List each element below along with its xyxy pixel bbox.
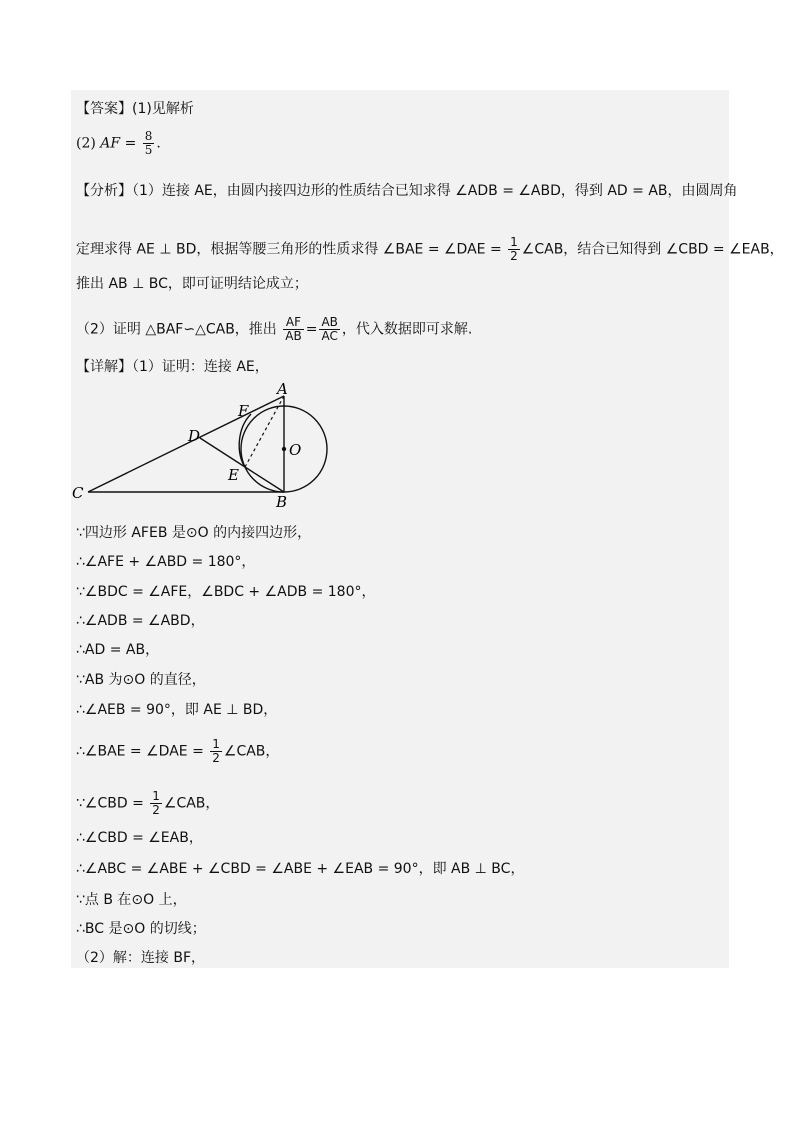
analysis-text-2b: ∠CAB，结合已知得到 ∠CBD = ∠EAB，	[521, 241, 784, 258]
analysis-fraction-af-ab	[283, 316, 303, 343]
fraction-numerator: AF	[283, 316, 303, 330]
answer-part2-expr: AF =	[100, 135, 137, 152]
detail-step-8	[76, 738, 279, 765]
segment-fe	[239, 414, 251, 467]
step-text: ∵∠CBD =	[76, 795, 144, 812]
fraction-numerator: 1	[152, 789, 160, 803]
detail-step-4	[76, 612, 205, 630]
analysis-line-1	[76, 182, 738, 200]
answer-label: 【答案】	[76, 101, 132, 117]
analysis-label: 【分析】	[76, 183, 132, 199]
analysis-line-3	[76, 275, 308, 293]
center-point	[282, 447, 286, 451]
segment-ca	[88, 396, 284, 492]
step-text: ∵∠BDC = ∠AFE，∠BDC + ∠ADB = 180°，	[76, 584, 376, 600]
step-text: ∴∠AEB = 90°，即 AE ⊥ BD，	[76, 702, 278, 718]
step-text: ∴BC 是⊙O 的切线；	[76, 921, 206, 937]
step-text: ∴∠ADB = ∠ABD，	[76, 613, 205, 629]
fraction-numerator: AB	[321, 315, 338, 329]
detail-step-5	[76, 641, 159, 659]
answer-part1: (1)见解析	[132, 101, 194, 117]
fraction-denominator: AC	[321, 329, 338, 343]
step-text: ∴∠CBD = ∠EAB，	[76, 830, 203, 846]
analysis-text-1: （1）连接 AE，由圆内接四边形的性质结合已知求得 ∠ADB = ∠ABD，得到 AD = AB，由圆周角	[132, 183, 738, 199]
step-text: ∴∠BAE = ∠DAE =	[76, 743, 204, 760]
detail-step-3	[76, 583, 375, 601]
step-text: ∴AD = AB，	[76, 642, 160, 658]
label-e: E	[228, 466, 239, 484]
detail-step-2	[76, 553, 255, 571]
analysis-line-4	[76, 316, 472, 343]
step-fraction-half	[150, 790, 162, 817]
detail-step-14	[76, 949, 205, 967]
label-f: F	[238, 402, 249, 420]
detail-step-12	[76, 891, 187, 909]
answer-part2-prefix: (2)	[76, 135, 96, 152]
analysis-text-4b: ，代入数据即可求解.	[341, 321, 473, 338]
step-text: ∴∠AFE + ∠ABD = 180°，	[76, 554, 256, 570]
segment-de	[200, 438, 245, 467]
segment-ae-dashed	[245, 396, 284, 467]
label-b: B	[276, 493, 288, 510]
analysis-text-2a: 定理求得 AE ⊥ BD，根据等腰三角形的性质求得 ∠BAE = ∠DAE =	[76, 241, 502, 258]
step-text: （2）解：连接 BF，	[76, 950, 206, 966]
label-a: A	[277, 380, 288, 398]
analysis-fraction-ab-ac	[319, 316, 339, 343]
detail-line-intro	[76, 358, 269, 376]
fraction-numerator: 1	[212, 737, 220, 751]
detail-intro-text: （1）证明：连接 AE，	[132, 359, 269, 375]
detail-step-1	[76, 524, 311, 542]
segment-eb	[245, 467, 284, 492]
step-text: ∵AB 为⊙O 的直径，	[76, 672, 206, 688]
equals-sign: =	[305, 321, 318, 338]
label-o: O	[289, 441, 302, 459]
answer-line-2	[76, 130, 161, 157]
detail-step-6	[76, 671, 206, 689]
fraction-denominator: 2	[152, 803, 160, 817]
step-fraction-half	[210, 738, 222, 765]
fraction-numerator: 8	[144, 129, 153, 143]
answer-part2-end: .	[156, 135, 161, 152]
fraction-denominator: 5	[144, 143, 153, 157]
detail-label: 【详解】	[76, 359, 132, 375]
geometry-figure	[70, 380, 340, 510]
answer-line-1	[76, 100, 194, 118]
detail-step-11	[76, 860, 524, 878]
fraction-denominator: 2	[510, 249, 518, 263]
step-text: ∵四边形 AFEB 是⊙O 的内接四边形，	[76, 525, 312, 541]
detail-step-9	[76, 790, 219, 817]
detail-step-7	[76, 701, 277, 719]
analysis-text-4a: （2）证明 △BAF∽△CAB，推出	[76, 321, 277, 338]
step-text: ∠CAB，	[223, 743, 280, 760]
step-text: ∴∠ABC = ∠ABE + ∠CBD = ∠ABE + ∠EAB = 90°，即 AB ⊥ BC，	[76, 861, 525, 877]
detail-step-10	[76, 829, 203, 847]
step-text: ∵点 B 在⊙O 上，	[76, 892, 187, 908]
answer-fraction	[143, 130, 155, 157]
fraction-numerator: 1	[510, 235, 518, 249]
detail-step-13	[76, 920, 206, 938]
fraction-denominator: 2	[212, 751, 220, 765]
analysis-fraction-half	[508, 236, 520, 263]
label-d: D	[188, 427, 201, 445]
step-text: ∠CAB，	[163, 795, 220, 812]
label-c: C	[72, 484, 84, 502]
fraction-denominator: AB	[285, 329, 302, 343]
analysis-line-2	[76, 236, 784, 263]
analysis-text-3: 推出 AB ⊥ BC，即可证明结论成立；	[76, 276, 308, 292]
